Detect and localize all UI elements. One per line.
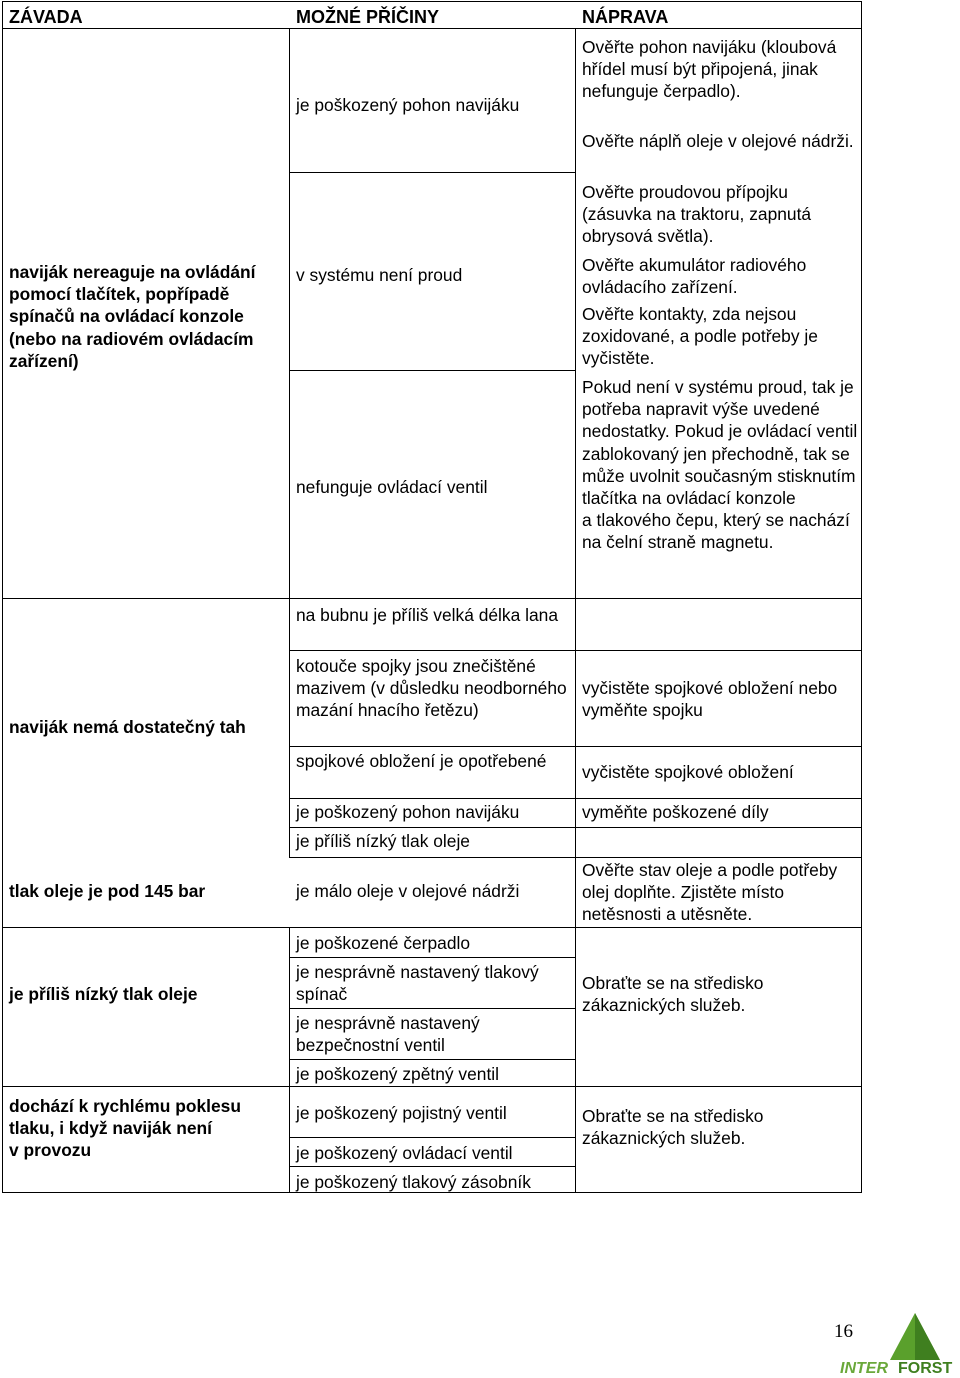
header-fault: ZÁVADA: [9, 7, 83, 27]
fault-separator-3: [2, 927, 289, 928]
column-divider-1-lower: [289, 927, 290, 1193]
cause-separator-10: [289, 957, 575, 958]
row2-remedy-clutch-worn: vyčistěte spojkové obložení: [582, 762, 794, 782]
row2-cause-cable: na bubnu je příliš velká délka lana: [296, 605, 558, 625]
row1-remedy-valve: Pokud není v systému proud, tak je potřeba napravit výše uvedené nedostatky. Pokud je ovládací ventil zablokovaný jen přechodně, tak se může uvolnit současným stisknutím tlačítka na ovládací konzole a tlakového čepu, který se nachází na čelní straně magnetu.: [582, 377, 858, 553]
table-border-top: [2, 1, 862, 2]
logo-tree-shadow-icon: [915, 1313, 940, 1360]
remedy-separator-8: [575, 1086, 862, 1087]
row2-fault: naviják nemá dostatečný tah: [9, 717, 246, 737]
row1-cause-drive: je poškozený pohon navijáku: [296, 95, 520, 115]
row4-remedy: Obraťte se na středisko zákaznických služeb.: [582, 973, 764, 1016]
row5-cause-relief-valve: je poškozený pojistný ventil: [296, 1103, 507, 1123]
row4-cause-safety-valve: je nesprávně nastavený bezpečnostní ventil: [296, 1013, 480, 1056]
row1-remedy-oil: Ověřte náplň oleje v olejové nádrži.: [582, 131, 854, 151]
header-causes: MOŽNÉ PŘÍČINY: [296, 7, 440, 27]
remedy-separator-6: [575, 857, 862, 858]
row1-remedy-drive: Ověřte pohon navijáku (kloubová hřídel musí být připojená, jinak nefunguje čerpadlo).: [582, 37, 837, 102]
remedy-separator-2: [575, 650, 862, 651]
cause-separator-11: [289, 1008, 575, 1009]
row4-cause-check-valve: je poškozený zpětný ventil: [296, 1064, 500, 1084]
cause-separator-12: [289, 1059, 575, 1060]
row4-fault: je příliš nízký tlak oleje: [9, 984, 198, 1004]
cause-separator-6: [289, 798, 575, 799]
cause-separator-7: [289, 827, 575, 828]
cause-separator-15: [289, 1166, 575, 1167]
column-divider-1: [289, 28, 290, 857]
row1-remedy-connection: Ověřte proudovou přípojku (zásuvka na traktoru, zapnutá obrysová světla).: [582, 182, 812, 247]
row5-cause-accumulator: je poškozený tlakový zásobník: [296, 1172, 531, 1192]
table-border-right: [861, 1, 862, 1193]
page-number: 16: [834, 1321, 853, 1342]
column-divider-2: [575, 28, 576, 1193]
remedy-separator-4: [575, 798, 862, 799]
interforst-logo: [838, 1310, 960, 1378]
cause-separator-9: [289, 927, 575, 928]
row4-cause-pump: je poškozené čerpadlo: [296, 933, 471, 953]
cause-separator-3: [289, 598, 575, 599]
row2-cause-pressure: je příliš nízký tlak oleje: [296, 831, 470, 851]
row5-remedy: Obraťte se na středisko zákaznických služeb.: [582, 1106, 764, 1149]
row4-cause-switch: je nesprávně nastavený tlakový spínač: [296, 962, 539, 1005]
row3-remedy: Ověřte stav oleje a podle potřeby olej doplňte. Zjistěte místo netěsnosti a utěsněte.: [582, 860, 838, 925]
header-remedy: NÁPRAVA: [582, 7, 669, 27]
row1-remedy-battery: Ověřte akumulátor radiového ovládacího zařízení.: [582, 255, 807, 298]
logo-text-forst: FORST: [898, 1360, 953, 1377]
fault-separator-1: [2, 598, 289, 599]
remedy-separator-1: [575, 598, 862, 599]
row1-fault: naviják nereaguje na ovládání pomocí tlačítek, popřípadě spínačů na ovládací konzole (nebo na radiovém ovládacím zařízení): [9, 262, 256, 371]
cause-separator-14: [289, 1137, 575, 1138]
row1-cause-valve: nefunguje ovládací ventil: [296, 477, 488, 497]
row2-cause-clutch-dirty: kotouče spojky jsou znečištěné mazivem (v důsledku neodborného mazání hnacího řetězu): [296, 656, 567, 721]
row3-cause-oil: je málo oleje v olejové nádrži: [296, 881, 520, 901]
cause-separator-5: [289, 746, 575, 747]
logo-text-inter: INTER: [840, 1360, 888, 1377]
row2-remedy-clutch-dirty: vyčistěte spojkové obložení nebo vyměňte spojku: [582, 678, 838, 721]
table-border-left: [2, 1, 3, 1193]
row2-remedy-drive: vyměňte poškozené díly: [582, 802, 769, 822]
row1-cause-power: v systému není proud: [296, 265, 463, 285]
fault-separator-4: [2, 1086, 289, 1087]
cause-separator-1: [289, 172, 575, 173]
remedy-separator-3: [575, 746, 862, 747]
remedy-separator-5: [575, 827, 862, 828]
row5-fault: dochází k rychlému poklesu tlaku, i když naviják není v provozu: [9, 1096, 241, 1161]
remedy-separator-7: [575, 927, 862, 928]
cause-separator-8: [289, 857, 575, 858]
row2-cause-clutch-worn: spojkové obložení je opotřebené: [296, 751, 547, 771]
cause-separator-13: [289, 1086, 575, 1087]
row2-cause-drive: je poškozený pohon navijáku: [296, 802, 520, 822]
row1-remedy-contacts: Ověřte kontakty, zda nejsou zoxidované, a podle potřeby je vyčistěte.: [582, 304, 818, 369]
cause-separator-2: [289, 370, 575, 371]
row3-fault: tlak oleje je pod 145 bar: [9, 881, 206, 901]
row5-cause-control-valve: je poškozený ovládací ventil: [296, 1143, 513, 1163]
cause-separator-4: [289, 650, 575, 651]
